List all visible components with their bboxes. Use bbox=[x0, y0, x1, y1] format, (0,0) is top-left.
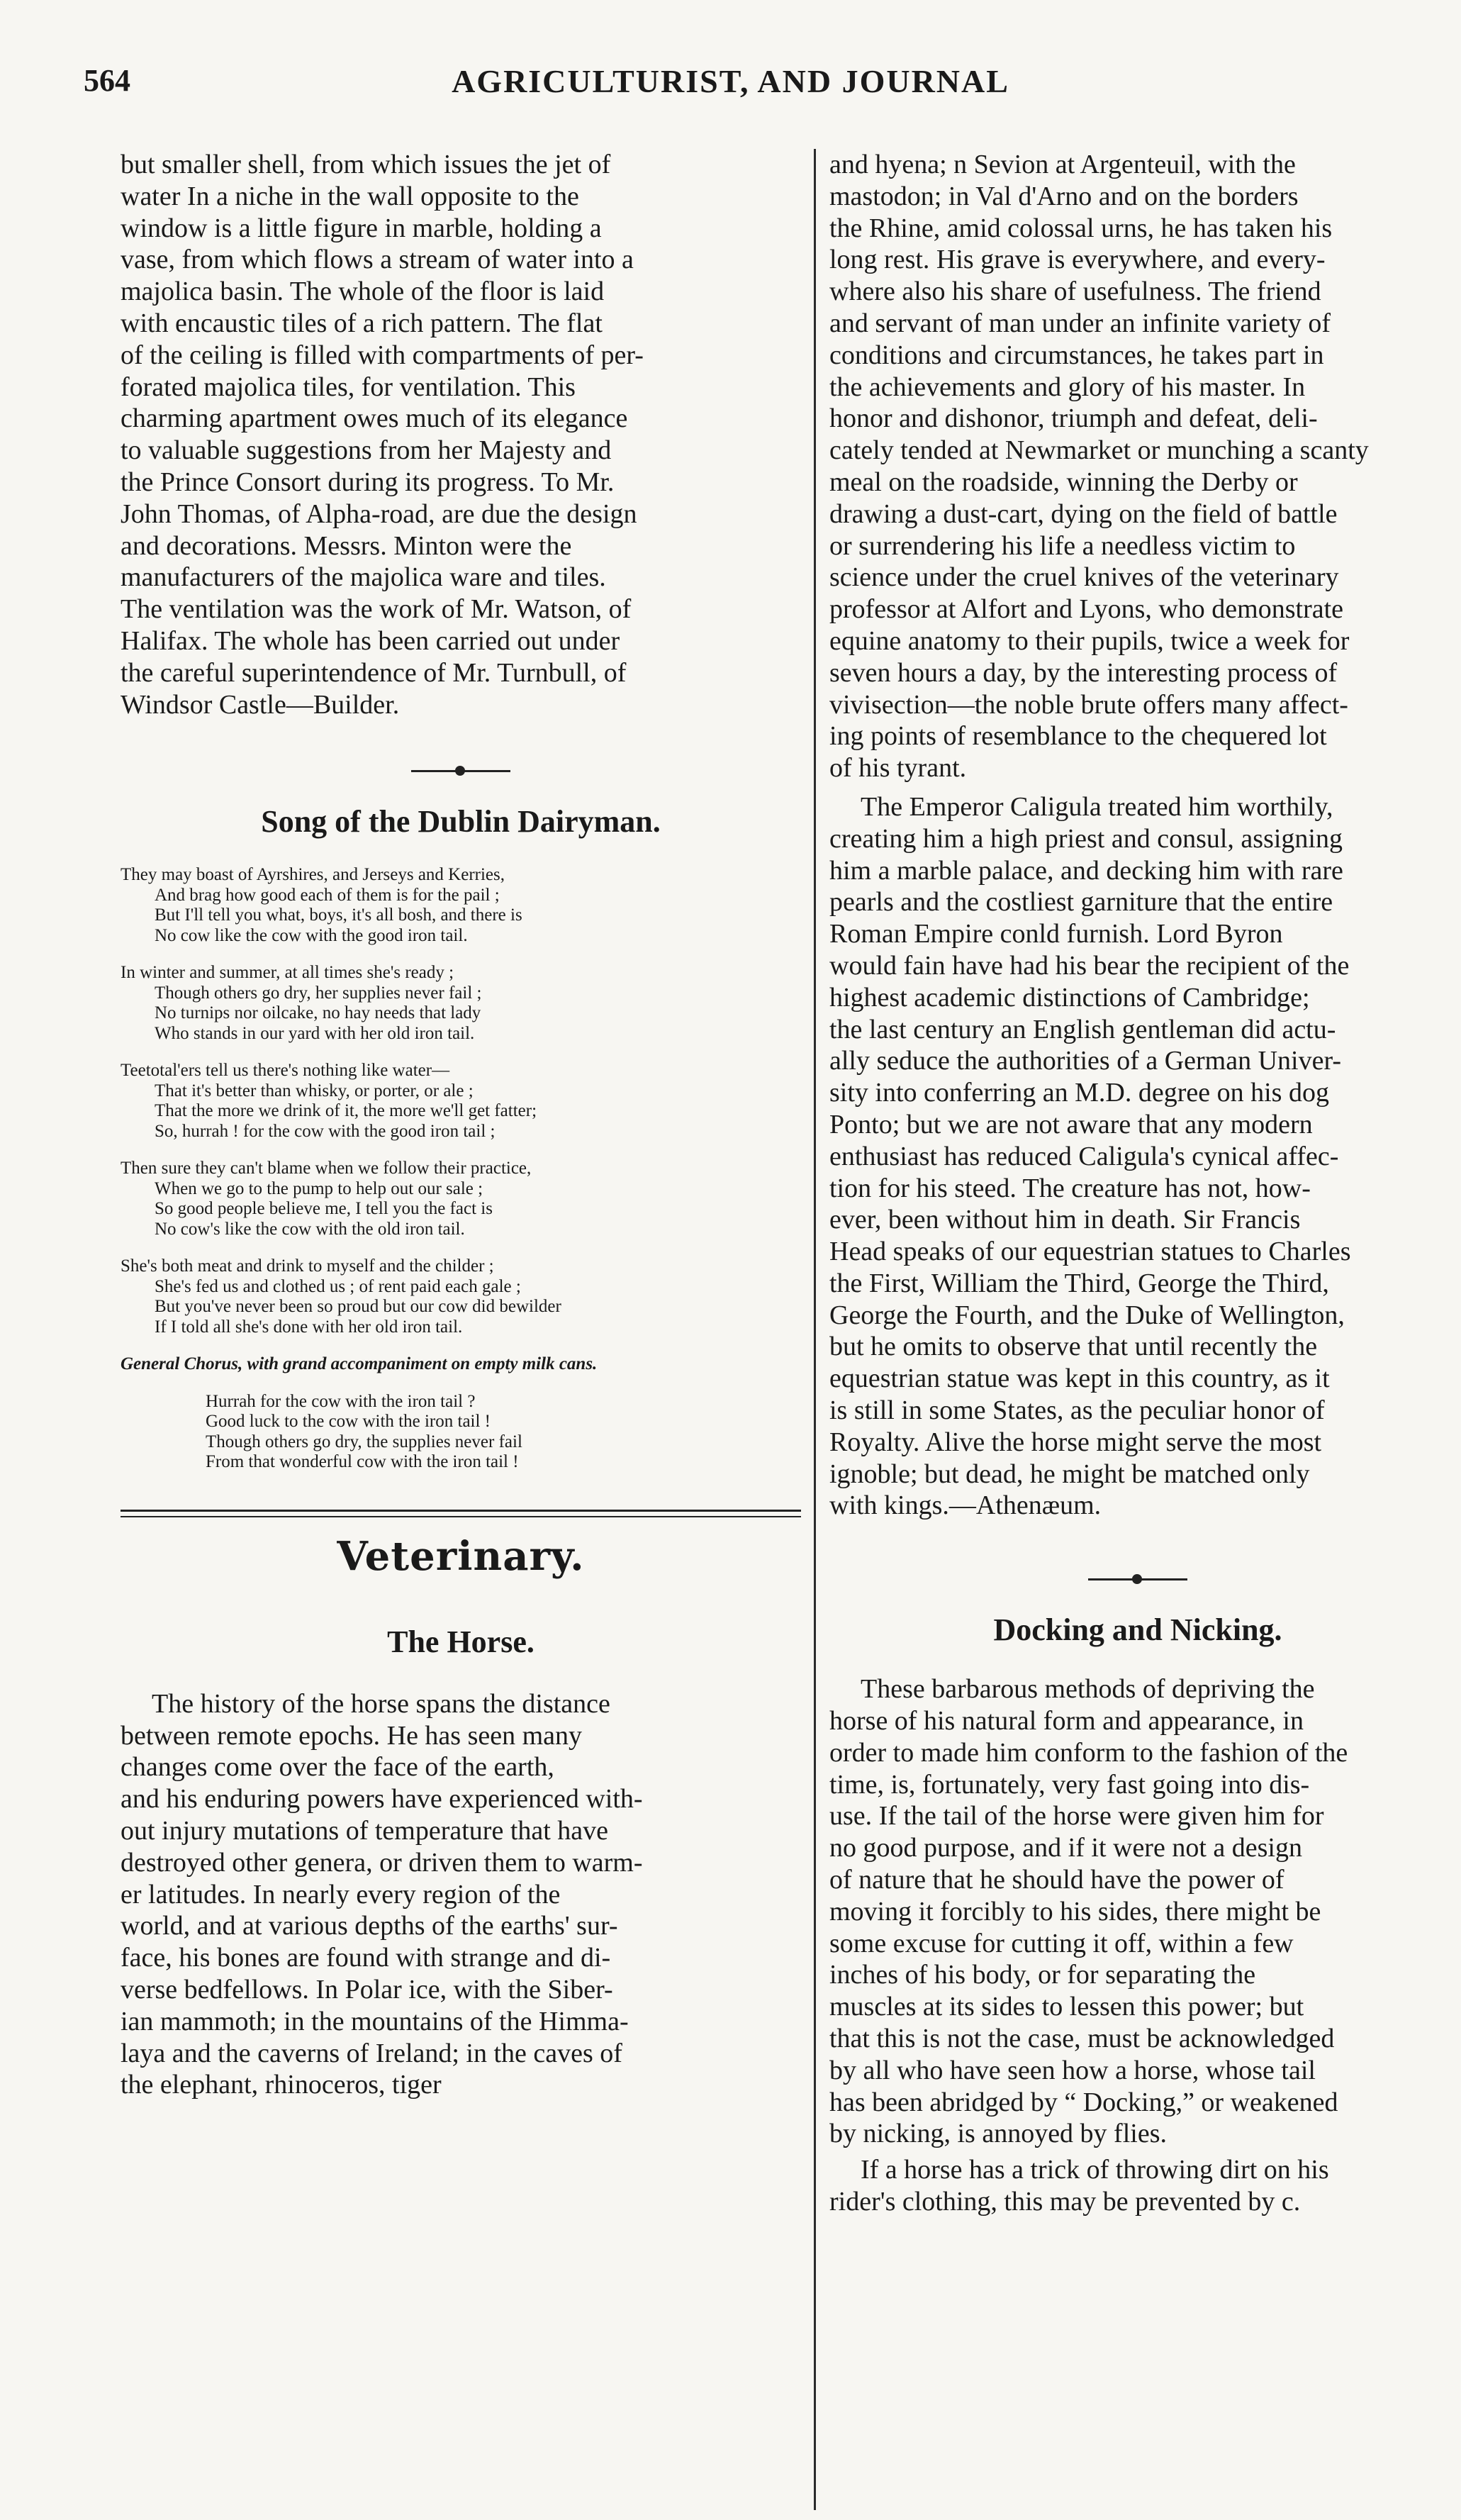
text-line: ian mammoth; in the mountains of the Himma- bbox=[121, 2006, 629, 2036]
text-line: and servant of man under an infinite variety of bbox=[829, 308, 1331, 338]
column-divider bbox=[814, 149, 816, 2510]
text-line: Roman Empire conld furnish. Lord Byron bbox=[829, 919, 1283, 949]
poem-stanza bbox=[121, 1061, 801, 1142]
song-poem bbox=[121, 865, 801, 1337]
text-line: inches of his body, or for separating the bbox=[829, 1960, 1256, 1990]
text-line: equine anatomy to their pupils, twice a week for bbox=[829, 625, 1350, 656]
poem-line: So, hurrah ! for the cow with the good iron tail ; bbox=[155, 1121, 496, 1141]
text-line: the elephant, rhinoceros, tiger bbox=[121, 2070, 442, 2100]
text-line: creating him a high priest and consul, assigning bbox=[829, 823, 1343, 854]
text-line: the careful superintendence of Mr. Turnbull, of bbox=[121, 657, 627, 688]
text-line: If a horse has a trick of throwing dirt on his bbox=[861, 2155, 1329, 2185]
text-line: with kings.—Athenæum. bbox=[829, 1490, 1102, 1521]
text-line: order to made him conform to the fashion of the bbox=[829, 1737, 1348, 1768]
text-line: ally seduce the authorities of a German Univer- bbox=[829, 1046, 1342, 1076]
text-line: long rest. His grave is everywhere, and every- bbox=[829, 245, 1326, 275]
text-line: Royalty. Alive the horse might serve the most bbox=[829, 1427, 1322, 1457]
chorus bbox=[121, 1392, 801, 1473]
poem-line: In winter and summer, at all times she's ready ; bbox=[121, 963, 454, 983]
poem-line: No cow's like the cow with the old iron tail. bbox=[155, 1219, 465, 1239]
poem-line: So good people believe me, I tell you the fact is bbox=[155, 1199, 493, 1219]
text-line: vase, from which flows a stream of water into a bbox=[121, 245, 634, 275]
text-line: meal on the roadside, winning the Derby or bbox=[829, 467, 1298, 497]
poem-line: Though others go dry, her supplies never fail ; bbox=[155, 983, 482, 1003]
text-line: but he omits to observe that until recently the bbox=[829, 1332, 1318, 1362]
chorus-line: From that wonderful cow with the iron tail ! bbox=[206, 1452, 519, 1472]
text-line: verse bedfellows. In Polar ice, with the Siber- bbox=[121, 1975, 613, 2005]
chorus-label: General Chorus, with grand accompaniment on empty milk cans. bbox=[121, 1354, 598, 1374]
text-line: him a marble palace, and decking him with rare bbox=[829, 855, 1343, 886]
poem-line: That the more we drink of it, the more we'll get fatter; bbox=[155, 1101, 537, 1121]
horse-title: The Horse. bbox=[387, 1624, 534, 1659]
right-column bbox=[829, 149, 1446, 2218]
text-line: world, and at various depths of the earths' sur- bbox=[121, 1911, 618, 1941]
text-line: cately tended at Newmarket or munching a scanty bbox=[829, 435, 1369, 466]
double-rule bbox=[121, 1510, 801, 1517]
throwing-dirt-paragraph bbox=[829, 2154, 1446, 2218]
text-line: the First, William the Third, George the Third, bbox=[829, 1268, 1329, 1298]
docking-paragraph bbox=[829, 1673, 1446, 2150]
text-line: the last century an English gentleman did actu- bbox=[829, 1014, 1336, 1044]
text-line: equestrian statue was kept in this country, as it bbox=[829, 1364, 1330, 1394]
poem-line: When we go to the pump to help out our sale ; bbox=[155, 1178, 483, 1198]
poem-stanza bbox=[121, 963, 801, 1044]
poem-line: That it's better than whisky, or porter, or ale ; bbox=[155, 1081, 474, 1100]
poem-stanza bbox=[121, 865, 801, 946]
text-line: The Emperor Caligula treated him worthily, bbox=[861, 791, 1333, 822]
poem-line: They may boast of Ayrshires, and Jerseys and Kerries, bbox=[121, 865, 505, 885]
text-line: time, is, fortunately, very fast going into dis- bbox=[829, 1769, 1310, 1800]
text-line: window is a little figure in marble, holding a bbox=[121, 213, 602, 243]
text-line: would fain have had his bear the recipient of the bbox=[829, 950, 1350, 981]
text-line: or surrendering his life a needless victim to bbox=[829, 530, 1296, 561]
text-line: by nicking, is annoyed by flies. bbox=[829, 2119, 1167, 2149]
text-line: of nature that he should have the power of bbox=[829, 1865, 1284, 1895]
poem-line: She's both meat and drink to myself and the childer ; bbox=[121, 1256, 494, 1276]
chorus-line: Hurrah for the cow with the iron tail ? bbox=[206, 1391, 476, 1411]
text-line: ignoble; but dead, he might be matched only bbox=[829, 1459, 1310, 1489]
section-divider-2 bbox=[1088, 1578, 1187, 1580]
text-line: sity into conferring an M.D. degree on his dog bbox=[829, 1078, 1329, 1108]
text-line: mastodon; in Val d'Arno and on the borders bbox=[829, 181, 1299, 211]
running-title: AGRICULTURIST, AND JOURNAL bbox=[452, 63, 1009, 99]
text-line: between remote epochs. He has seen many bbox=[121, 1720, 583, 1751]
poem-line: No cow like the cow with the good iron tail. bbox=[155, 925, 468, 945]
text-line: face, his bones are found with strange and di- bbox=[121, 1943, 611, 1973]
text-line: no good purpose, and if it were not a design bbox=[829, 1833, 1302, 1863]
text-line: The ventilation was the work of Mr. Watson, of bbox=[121, 594, 632, 625]
text-line: use. If the tail of the horse were given him for bbox=[829, 1801, 1324, 1832]
poem-line: Who stands in our yard with her old iron tail. bbox=[155, 1023, 475, 1043]
section-divider bbox=[411, 770, 510, 772]
text-line: moving it forcibly to his sides, there might be bbox=[829, 1896, 1321, 1927]
text-line: out injury mutations of temperature that have bbox=[121, 1816, 609, 1846]
page-number: 564 bbox=[84, 63, 130, 98]
text-line: George the Fourth, and the Duke of Wellington, bbox=[829, 1300, 1345, 1330]
caligula-paragraph bbox=[829, 791, 1446, 1522]
text-line: and decorations. Messrs. Minton were the bbox=[121, 530, 572, 561]
text-line: science under the cruel knives of the veterinary bbox=[829, 562, 1339, 593]
text-line: is still in some States, as the peculiar honor of bbox=[829, 1395, 1325, 1426]
text-line: seven hours a day, by the interesting process of bbox=[829, 657, 1338, 688]
poem-stanza bbox=[121, 1256, 801, 1337]
text-line: charming apartment owes much of its elegance bbox=[121, 403, 628, 434]
text-line: water In a niche in the wall opposite to the bbox=[121, 181, 579, 211]
poem-line: Then sure they can't blame when we follow their practice, bbox=[121, 1159, 532, 1178]
text-line: where also his share of usefulness. The friend bbox=[829, 277, 1321, 307]
text-line: These barbarous methods of depriving the bbox=[861, 1674, 1315, 1705]
text-line: destroyed other genera, or driven them to warm- bbox=[121, 1847, 643, 1878]
text-line: tion for his steed. The creature has not, how- bbox=[829, 1173, 1311, 1203]
text-line: Windsor Castle—Builder. bbox=[121, 689, 400, 720]
text-line: and his enduring powers have experienced with- bbox=[121, 1784, 643, 1814]
text-line: has been abridged by “ Docking,” or weakened bbox=[829, 2087, 1338, 2117]
builder-paragraph bbox=[121, 149, 801, 720]
chorus-line: Though others go dry, the supplies never fail bbox=[206, 1432, 522, 1451]
text-line: Ponto; but we are not aware that any modern bbox=[829, 1109, 1313, 1139]
text-line: muscles at its sides to lessen this power; but bbox=[829, 1992, 1304, 2022]
text-line: manufacturers of the majolica ware and tiles. bbox=[121, 562, 606, 593]
poem-line: She's fed us and clothed us ; of rent paid each gale ; bbox=[155, 1276, 521, 1296]
text-line: the achievements and glory of his master. In bbox=[829, 372, 1306, 402]
horse-continuation-paragraph bbox=[829, 149, 1446, 784]
text-line: with encaustic tiles of a rich pattern. The flat bbox=[121, 308, 603, 338]
text-line: er latitudes. In nearly every region of the bbox=[121, 1879, 561, 1909]
text-line: highest academic distinctions of Cambridge; bbox=[829, 982, 1310, 1013]
text-line: ever, been without him in death. Sir Francis bbox=[829, 1205, 1301, 1235]
poem-line: But you've never been so proud but our cow did bewilder bbox=[155, 1297, 561, 1317]
text-line: by all who have seen how a horse, whose tail bbox=[829, 2055, 1316, 2085]
text-line: Halifax. The whole has been carried out under bbox=[121, 625, 620, 656]
page-header bbox=[0, 62, 1461, 119]
text-line: John Thomas, of Alpha-road, are due the design bbox=[121, 498, 637, 529]
text-line: pearls and the costliest garniture that the entire bbox=[829, 887, 1333, 918]
text-line: ing points of resemblance to the chequered lot bbox=[829, 721, 1327, 752]
docking-title: Docking and Nicking. bbox=[993, 1612, 1282, 1648]
text-line: conditions and circumstances, he takes part in bbox=[829, 340, 1324, 370]
poem-stanza bbox=[121, 1159, 801, 1239]
text-line: of his tyrant. bbox=[829, 753, 967, 784]
veterinary-heading: Veterinary. bbox=[337, 1532, 585, 1580]
song-title: Song of the Dublin Dairyman. bbox=[261, 804, 661, 840]
text-line: of the ceiling is filled with compartments of per- bbox=[121, 340, 644, 370]
poem-line: No turnips nor oilcake, no hay needs that lady bbox=[155, 1003, 481, 1023]
text-line: professor at Alfort and Lyons, who demonstrate bbox=[829, 594, 1344, 625]
chorus-line: Good luck to the cow with the iron tail ! bbox=[206, 1412, 491, 1432]
text-line: The history of the horse spans the distance bbox=[152, 1688, 610, 1719]
text-line: and hyena; n Sevion at Argenteuil, with the bbox=[829, 150, 1296, 179]
text-line: changes come over the face of the earth, bbox=[121, 1752, 554, 1783]
text-line: horse of his natural form and appearance, in bbox=[829, 1706, 1304, 1736]
text-line: honor and dishonor, triumph and defeat, deli- bbox=[829, 403, 1318, 434]
poem-line: Teetotal'ers tell us there's nothing like water— bbox=[121, 1061, 450, 1081]
poem-line: If I told all she's done with her old iron tail. bbox=[155, 1317, 463, 1337]
poem-line: But I'll tell you what, boys, it's all bosh, and there is bbox=[155, 905, 522, 925]
text-line: vivisection—the noble brute offers many affect- bbox=[829, 689, 1348, 720]
text-line: forated majolica tiles, for ventilation. This bbox=[121, 372, 576, 402]
text-line: majolica basin. The whole of the floor is laid bbox=[121, 277, 605, 307]
text-line: but smaller shell, from which issues the jet of bbox=[121, 150, 611, 179]
text-line: laya and the caverns of Ireland; in the caves of bbox=[121, 2038, 622, 2068]
text-line: enthusiast has reduced Caligula's cynical affec- bbox=[829, 1141, 1339, 1171]
text-line: rider's clothing, this may be prevented by c. bbox=[829, 2187, 1301, 2217]
text-line: the Prince Consort during its progress. To Mr. bbox=[121, 467, 615, 497]
text-line: drawing a dust-cart, dying on the field of battle bbox=[829, 498, 1338, 529]
text-line: that this is not the case, must be acknowledged bbox=[829, 2024, 1335, 2054]
text-line: to valuable suggestions from her Majesty and bbox=[121, 435, 612, 466]
text-line: the Rhine, amid colossal urns, he has taken his bbox=[829, 213, 1333, 243]
poem-line: And brag how good each of them is for the pail ; bbox=[155, 885, 500, 905]
horse-paragraph bbox=[121, 1688, 801, 2101]
left-column bbox=[121, 149, 801, 2101]
text-line: some excuse for cutting it off, within a few bbox=[829, 1928, 1294, 1958]
text-line: Head speaks of our equestrian statues to Charles bbox=[829, 1237, 1351, 1267]
